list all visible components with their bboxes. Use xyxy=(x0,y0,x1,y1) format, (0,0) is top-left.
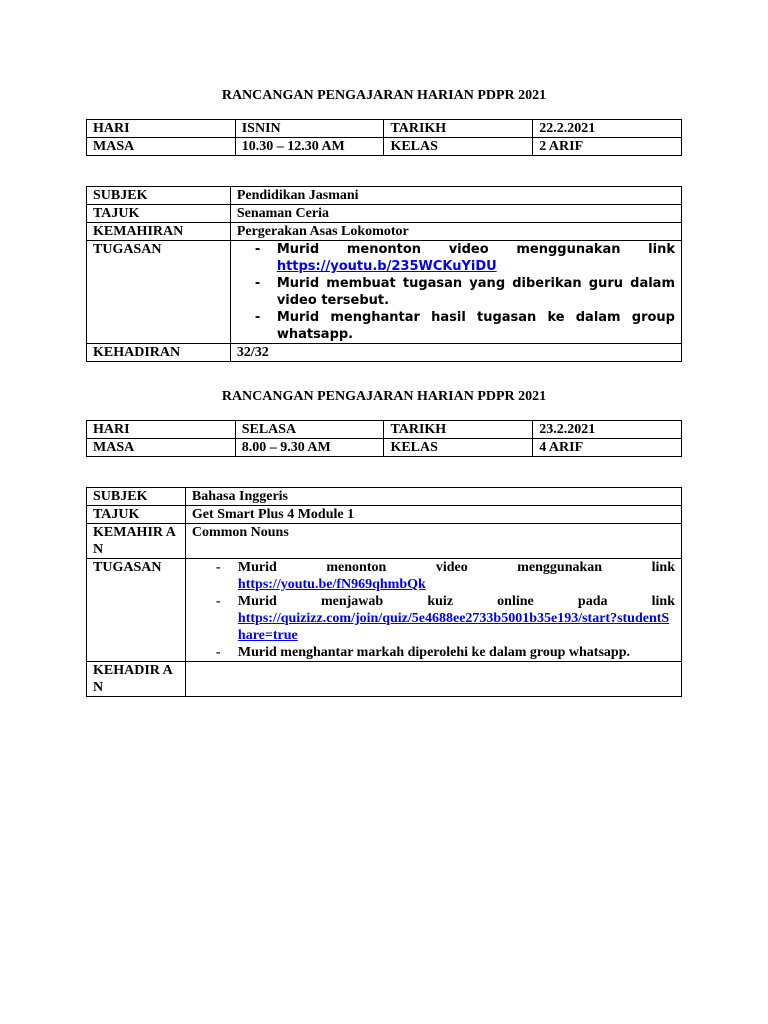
task-item xyxy=(254,309,675,343)
task-list xyxy=(254,241,675,343)
task-text: Murid menonton video menggunakan link xyxy=(237,560,675,575)
bullet-dash: - xyxy=(215,560,221,575)
task-item xyxy=(215,593,675,644)
kelas-value: 2 ARIF xyxy=(533,138,682,156)
section1-title: RANCANGAN PENGAJARAN HARIAN PDPR 2021 xyxy=(221,88,547,103)
kelas-label: KELAS xyxy=(384,138,533,156)
subjek-label: SUBJEK xyxy=(87,488,186,506)
masa-value: 8.00 – 9.30 AM xyxy=(235,439,384,457)
kehadiran-label: KEHADIRAN xyxy=(87,344,231,362)
video-link[interactable]: https://youtu.b/235WCKuYiDU xyxy=(276,259,497,274)
hari-label: HARI xyxy=(87,421,236,439)
task-text: Murid menghantar hasil tugasan ke dalam group whatsapp. xyxy=(276,310,675,342)
task-item xyxy=(254,241,675,275)
masa-value: 10.30 – 12.30 AM xyxy=(235,138,384,156)
kemahiran-label: KEMAHIR AN xyxy=(87,524,186,559)
tarikh-value: 22.2.2021 xyxy=(533,120,682,138)
tajuk-label: TAJUK xyxy=(87,506,186,524)
bullet-dash: - xyxy=(254,242,261,257)
quiz-link[interactable]: https://quizizz.com/join/quiz/5e4688ee2733b5001b35e193/start?studentShare=true xyxy=(237,611,670,643)
task-text: Murid membuat tugasan yang diberikan guru dalam video tersebut. xyxy=(276,276,675,308)
task-list xyxy=(215,559,675,661)
section2-details-table xyxy=(86,487,682,697)
section1-details-table xyxy=(86,186,682,362)
tugasan-label: TUGASAN xyxy=(87,241,231,344)
kemahiran-value: Pergerakan Asas Lokomotor xyxy=(230,223,681,241)
kelas-value: 4 ARIF xyxy=(533,439,682,457)
video-link[interactable]: https://youtu.be/fN969qhmbQk xyxy=(237,577,426,592)
tarikh-label: TARIKH xyxy=(384,421,533,439)
bullet-dash: - xyxy=(215,645,221,660)
hari-label: HARI xyxy=(87,120,236,138)
section2-header-table xyxy=(86,420,682,457)
bullet-dash: - xyxy=(254,310,261,325)
task-item xyxy=(215,644,675,661)
kehadiran-value: 32/32 xyxy=(230,344,681,362)
kelas-label: KELAS xyxy=(384,439,533,457)
section2-title: RANCANGAN PENGAJARAN HARIAN PDPR 2021 xyxy=(221,389,547,404)
subjek-label: SUBJEK xyxy=(87,187,231,205)
tugasan-cell xyxy=(185,559,681,662)
task-item xyxy=(254,275,675,309)
bullet-dash: - xyxy=(254,276,261,291)
tarikh-value: 23.2.2021 xyxy=(533,421,682,439)
tarikh-label: TARIKH xyxy=(384,120,533,138)
hari-value: ISNIN xyxy=(235,120,384,138)
bullet-dash: - xyxy=(215,594,221,609)
section1-header-table xyxy=(86,119,682,156)
task-text: Murid menjawab kuiz online pada link xyxy=(237,594,675,609)
tugasan-cell xyxy=(230,241,681,344)
task-text: Murid menonton video menggunakan link xyxy=(276,242,675,257)
kehadiran-value xyxy=(185,662,681,697)
tajuk-value: Get Smart Plus 4 Module 1 xyxy=(185,506,681,524)
masa-label: MASA xyxy=(87,439,236,457)
tajuk-label: TAJUK xyxy=(87,205,231,223)
tugasan-label: TUGASAN xyxy=(87,559,186,662)
subjek-value: Bahasa Inggeris xyxy=(185,488,681,506)
kemahiran-label: KEMAHIRAN xyxy=(87,223,231,241)
hari-value: SELASA xyxy=(235,421,384,439)
subjek-value: Pendidikan Jasmani xyxy=(230,187,681,205)
task-item xyxy=(215,559,675,593)
task-text: Murid menghantar markah diperolehi ke dalam group whatsapp. xyxy=(237,645,630,660)
kehadiran-label: KEHADIR AN xyxy=(87,662,186,697)
masa-label: MASA xyxy=(87,138,236,156)
tajuk-value: Senaman Ceria xyxy=(230,205,681,223)
kemahiran-value: Common Nouns xyxy=(185,524,681,559)
